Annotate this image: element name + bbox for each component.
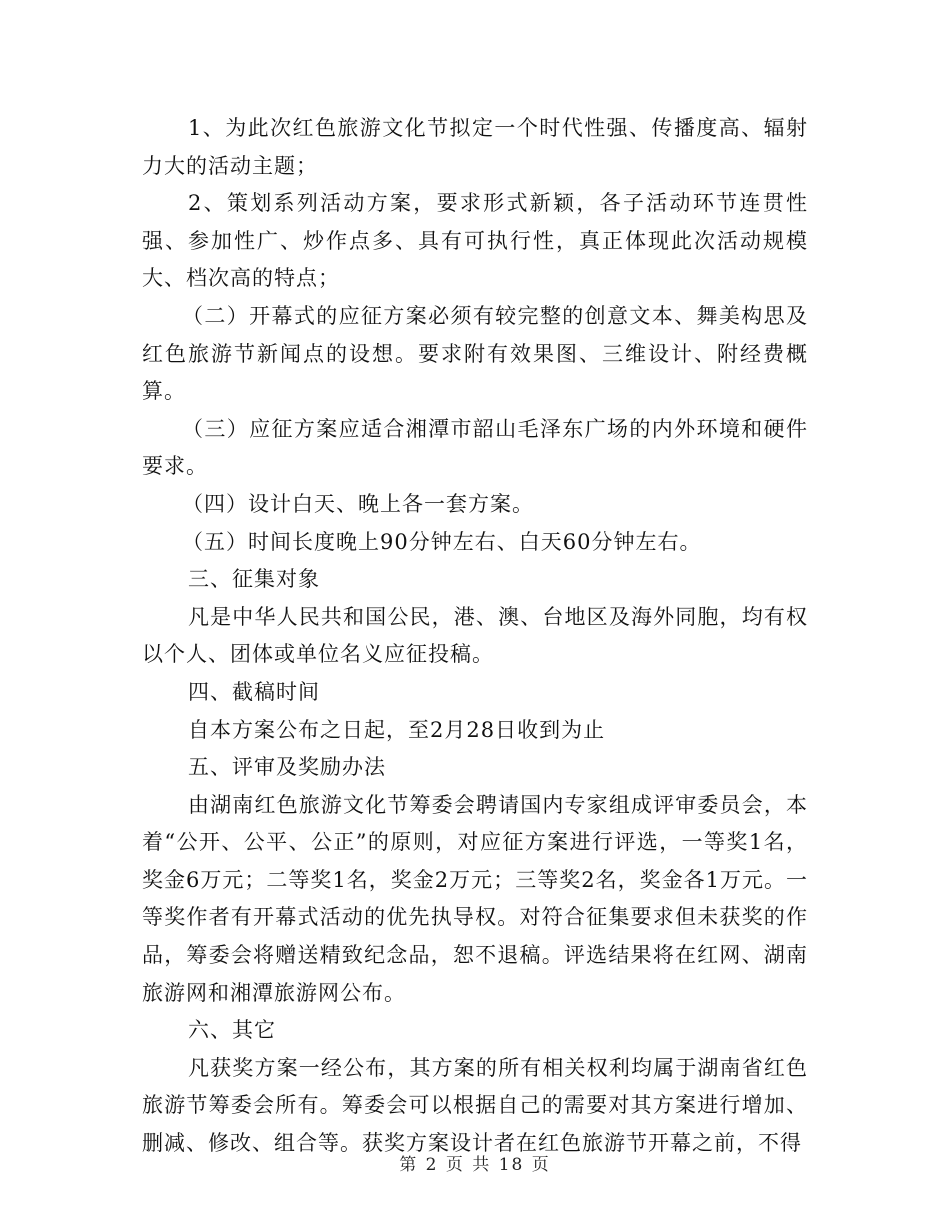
page-number-footer: 第 2 页 共 18 页 xyxy=(399,1155,551,1175)
paragraph-duration: （五）时间长度晚上90分钟左右、白天60分钟左右。 xyxy=(182,529,702,554)
paragraph-activity-plan: 2、策划系列活动方案，要求形式新颖，各子活动环节连贯性强、参加性广、炒作点多、具有可执行性，真正体现此次活动规模大、档次高的特点； xyxy=(142,191,808,291)
paragraph-other: 凡获奖方案一经公布，其方案的所有相关权利均属于湖南省红色旅游节筹委会所有。筹委会可以根据自己的需要对其方案进行增加、删减、修改、组合等。获奖方案设计者在红色旅游节开幕之前，不得 xyxy=(142,1055,808,1156)
document-body xyxy=(142,110,808,1163)
paragraph-venue-requirement: （三）应征方案应适合湘潭市韶山毛泽东广场的内外环境和硬件要求。 xyxy=(142,416,808,479)
section-heading-review-awards: 五、评审及奖励办法 xyxy=(188,755,386,780)
paragraph-theme-requirement: 1、为此次红色旅游文化节拟定一个时代性强、传播度高、辐射力大的活动主题； xyxy=(142,116,808,178)
paragraph-eligibility: 凡是中华人民共和国公民，港、澳、台地区及海外同胞，均有权以个人、团体或单位名义应征投稿。 xyxy=(142,604,808,667)
paragraph-opening-ceremony: （二）开幕式的应征方案必须有较完整的创意文本、舞美构思及红色旅游节新闻点的设想。要求附有效果图、三维设计、附经费概算。 xyxy=(142,303,808,404)
section-heading-other: 六、其它 xyxy=(188,1018,276,1043)
paragraph-day-night-plans: （四）设计白天、晚上各一套方案。 xyxy=(182,491,534,516)
section-heading-deadline: 四、截稿时间 xyxy=(188,679,320,704)
paragraph-deadline: 自本方案公布之日起，至2月28日收到为止 xyxy=(188,717,606,742)
section-heading-eligibility: 三、征集对象 xyxy=(188,567,320,592)
paragraph-review-awards: 由湖南红色旅游文化节筹委会聘请国内专家组成评审委员会，本着“公开、公平、公正”的原则，对应征方案进行评选，一等奖1名，奖金6万元；二等奖1名，奖金2万元；三等奖2名，奖金各1万元。一等奖作者有开幕式活动的优先执导权。对符合征集要求但未获奖的作品，筹委会将赠送精致纪念品，恕不退稿。评选结果将在红网、湖南旅游网和湘潭旅游网公布。 xyxy=(142,792,808,1005)
